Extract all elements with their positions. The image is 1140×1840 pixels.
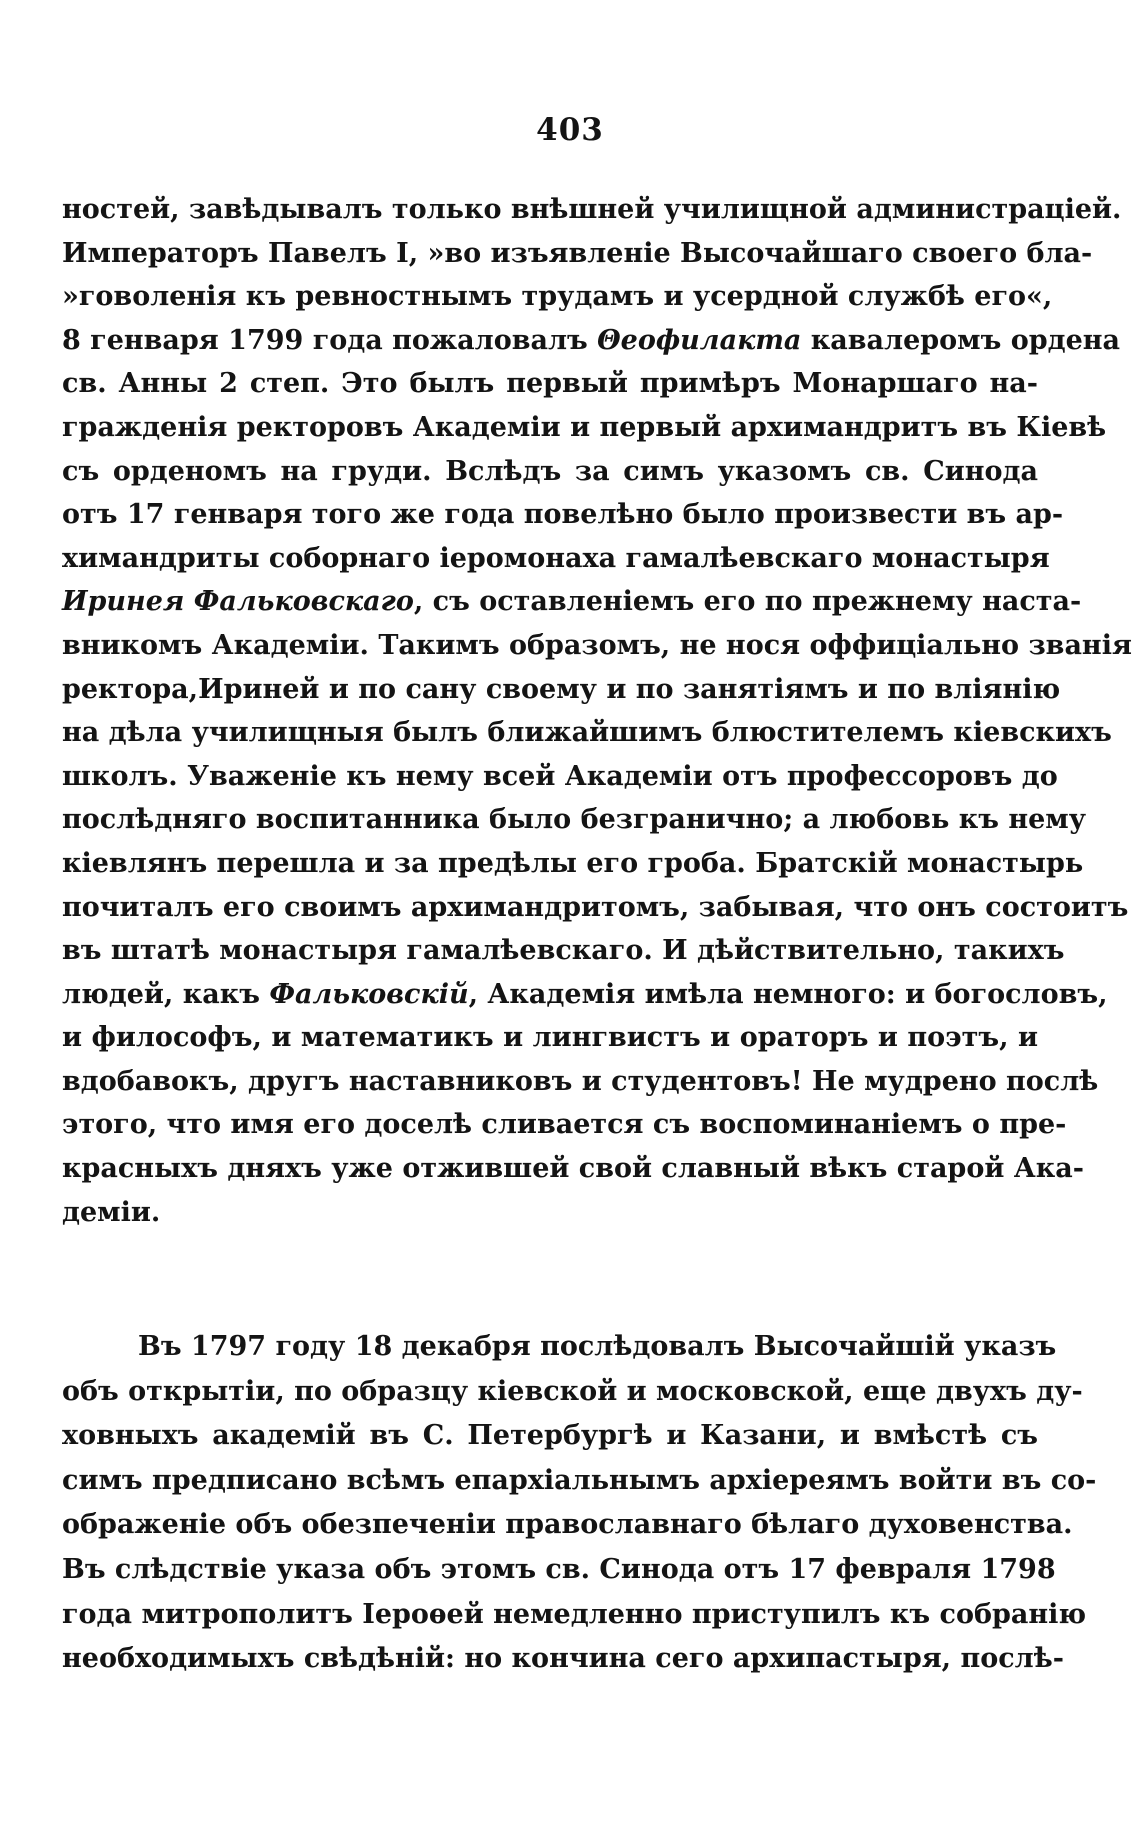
paragraph-two [62,1325,1097,1682]
text-line: школъ. Уваженіе къ нему всей Академіи отъ профессоровъ до [62,760,1058,792]
text-line: Въ слѣдствіе указа объ этомъ св. Синода отъ 17 февраля 1798 [62,1553,1056,1585]
text-line: вдобавокъ, другъ наставниковъ и студентовъ! Не мудрено послѣ [62,1065,1099,1097]
paragraph-one [62,188,1132,1234]
text-line: деміи. [62,1196,161,1228]
text-line: ректора,Ириней и по сану своему и по занятіямъ и по вліянію [62,673,1061,705]
text-line: Въ 1797 году 18 декабря послѣдовалъ Высочайшій указъ [138,1331,1057,1362]
text-line: кіевлянъ перешла и за предѣлы его гроба. Братскій монастырь [62,847,1084,879]
italic-name: Θеофилакта [597,324,802,356]
text-segment: людей, какъ [62,978,270,1010]
text-line: почиталъ его своимъ архимандритомъ, забывая, что онъ состоитъ [62,891,1129,923]
text-line: »говоленія къ ревностнымъ трудамъ и усердной службѣ его«, [62,281,1053,313]
text-segment: , Академія имѣла немного: и богословъ, [468,978,1108,1010]
text-line: въ штатѣ монастыря гамалѣевскаго. И дѣйствительно, такихъ [62,935,1065,967]
text-line: вникомъ Академіи. Такимъ образомъ, не нося оффиціально званія [62,629,1132,661]
text-line: отъ 17 генваря того же года повелѣно было произвести въ ар- [62,499,1064,531]
text-line: ховныхъ академій въ С. Петербургѣ и Казани, и вмѣстѣ съ [62,1420,1038,1452]
text-line: года митрополитъ Іероѳей немедленно приступилъ къ собранію [62,1598,1087,1630]
text-line: химандриты соборнаго іеромонаха гамалѣевскаго монастыря [62,542,1050,574]
text-segment: , съ оставленіемъ его по прежнему наста- [413,586,1082,618]
text-line: этого, что имя его доселѣ сливается съ воспоминаніемъ о пре- [62,1109,1067,1141]
text-line: и философъ, и математикъ и лингвистъ и ораторъ и поэтъ, и [62,1022,1038,1054]
text-line: на дѣла училищныя былъ ближайшимъ блюстителемъ кіевскихъ [62,717,1112,749]
text-segment: 8 генваря 1799 года пожаловалъ [62,324,598,356]
text-line: послѣдняго воспитанника было безгранично; а любовь къ нему [62,804,1087,836]
text-line: симъ предписано всѣмъ епархіальнымъ архіереямъ войти въ со- [62,1464,1097,1496]
text-line: объ открытіи, по образцу кіевской и московской, еще двухъ ду- [62,1375,1083,1407]
italic-name: Фальковскій [269,978,469,1010]
text-line [62,973,1108,1017]
text-line: ображеніе объ обезпеченіи православнаго бѣлаго духовенства. [62,1509,1073,1541]
text-line [62,319,1121,363]
text-line: съ орденомъ на груди. Вслѣдъ за симъ указомъ св. Синода [62,455,1038,487]
text-line: гражденія ректоровъ Академіи и первый архимандритъ въ Кіевѣ [62,411,1107,443]
text-segment: кавалеромъ ордена [801,324,1121,356]
italic-name: Иринея Фальковскаго [62,586,414,618]
page-number: 403 [536,112,604,148]
text-line: ностей, завѣдывалъ только внѣшней училищной администраціей. [62,194,1122,225]
text-line: необходимыхъ свѣдѣній: но кончина сего архипастыря, послѣ- [62,1643,1064,1675]
text-line: красныхъ дняхъ уже отжившей свой славный вѣкъ старой Ака- [62,1153,1084,1185]
text-line: Императоръ Павелъ I, »во изъявленіе Высочайшаго своего бла- [62,237,1093,269]
text-line [62,580,1082,624]
text-line: св. Анны 2 степ. Это былъ первый примѣръ Монаршаго на- [62,368,1038,400]
